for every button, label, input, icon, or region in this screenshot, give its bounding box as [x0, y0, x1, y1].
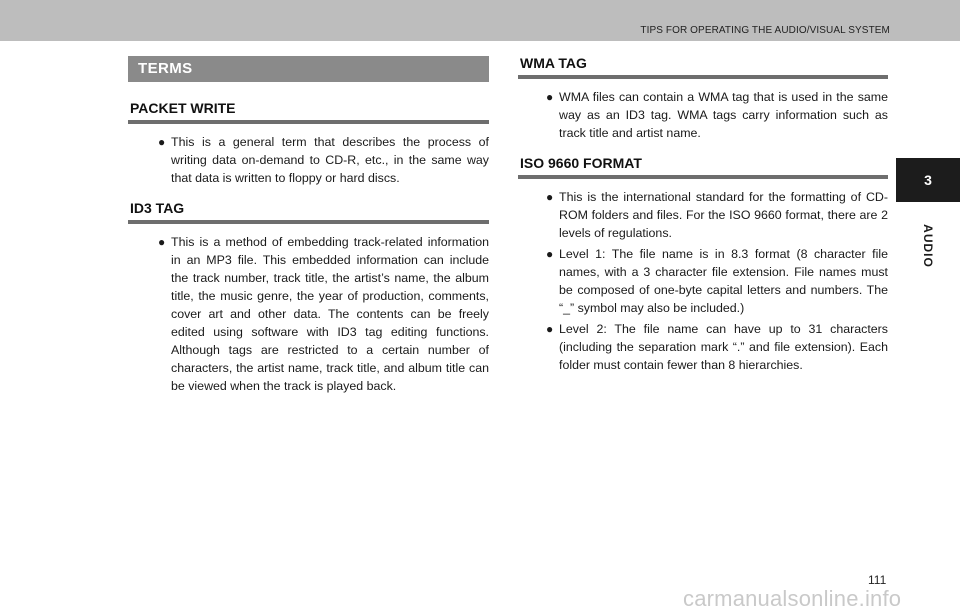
- left-column: [128, 56, 489, 406]
- watermark: carmanualsonline.info: [683, 586, 902, 611]
- bullet-item: [546, 188, 888, 242]
- section: [518, 153, 888, 374]
- section: [128, 98, 489, 187]
- section: [518, 53, 888, 142]
- bullet-dot-icon: ●: [546, 247, 554, 261]
- bullet-text: Level 1: The file name is in 8.3 format (8 character file names, with a 3 character file extension. File names must be composed of one-byte capital letters and numbers. The “_” symbol may also be included.): [559, 247, 888, 315]
- bullet-text: This is a method of embedding track-related information in an MP3 file. This embedded information can include the track number, track title, the artist’s name, the album title, the music genre, the year of production, comments, cover art and other data. The contents can be freely edited using software with ID3 tag editing functions. Although tags are restricted to a certain number of characters, the artist name, track title, and album title can be viewed when the track is played back.: [171, 235, 489, 393]
- chapter-label: [904, 211, 952, 281]
- section-heading: ID3 TAG: [128, 198, 489, 224]
- bullet-item: [546, 320, 888, 374]
- bullet-dot-icon: ●: [546, 322, 554, 336]
- section-heading: WMA TAG: [518, 53, 888, 79]
- bullet-dot-icon: ●: [546, 190, 554, 204]
- page-number: 111: [868, 573, 887, 587]
- bullet-text: This is the international standard for the formatting of CD-ROM folders and files. For the ISO 9660 format, there are 2 levels of regulations.: [559, 190, 888, 240]
- section-heading: PACKET WRITE: [128, 98, 489, 124]
- left-sections: [128, 98, 489, 395]
- terms-banner: TERMS: [128, 56, 489, 82]
- bullet-text: Level 2: The file name can have up to 31 characters (including the separation mark “.” and file extension). Each folder must contain fewer than 8 hierarchies.: [559, 322, 888, 372]
- bullet-item: [546, 88, 888, 142]
- bullet-item: [546, 245, 888, 317]
- chapter-number: 3: [924, 172, 932, 188]
- bullet-item: [158, 133, 489, 187]
- section: [128, 198, 489, 395]
- bullet-dot-icon: ●: [158, 235, 166, 249]
- section-heading: ISO 9660 FORMAT: [518, 153, 888, 179]
- bullet-text: WMA files can contain a WMA tag that is used in the same way as an ID3 tag. WMA tags carry information such as track title and artist name.: [559, 90, 888, 140]
- bullet-dot-icon: ●: [546, 90, 554, 104]
- chapter-tab: [896, 158, 960, 202]
- right-column: [518, 53, 888, 385]
- bullet-item: [158, 233, 489, 395]
- chapter-label-text: AUDIO: [920, 224, 935, 268]
- bullet-dot-icon: ●: [158, 135, 166, 149]
- bullet-text: This is a general term that describes the process of writing data on-demand to CD-R, etc., in the same way that data is written to floppy or hard discs.: [171, 135, 489, 185]
- running-header: TIPS FOR OPERATING THE AUDIO/VISUAL SYSTEM: [640, 25, 890, 36]
- right-sections: [518, 53, 888, 374]
